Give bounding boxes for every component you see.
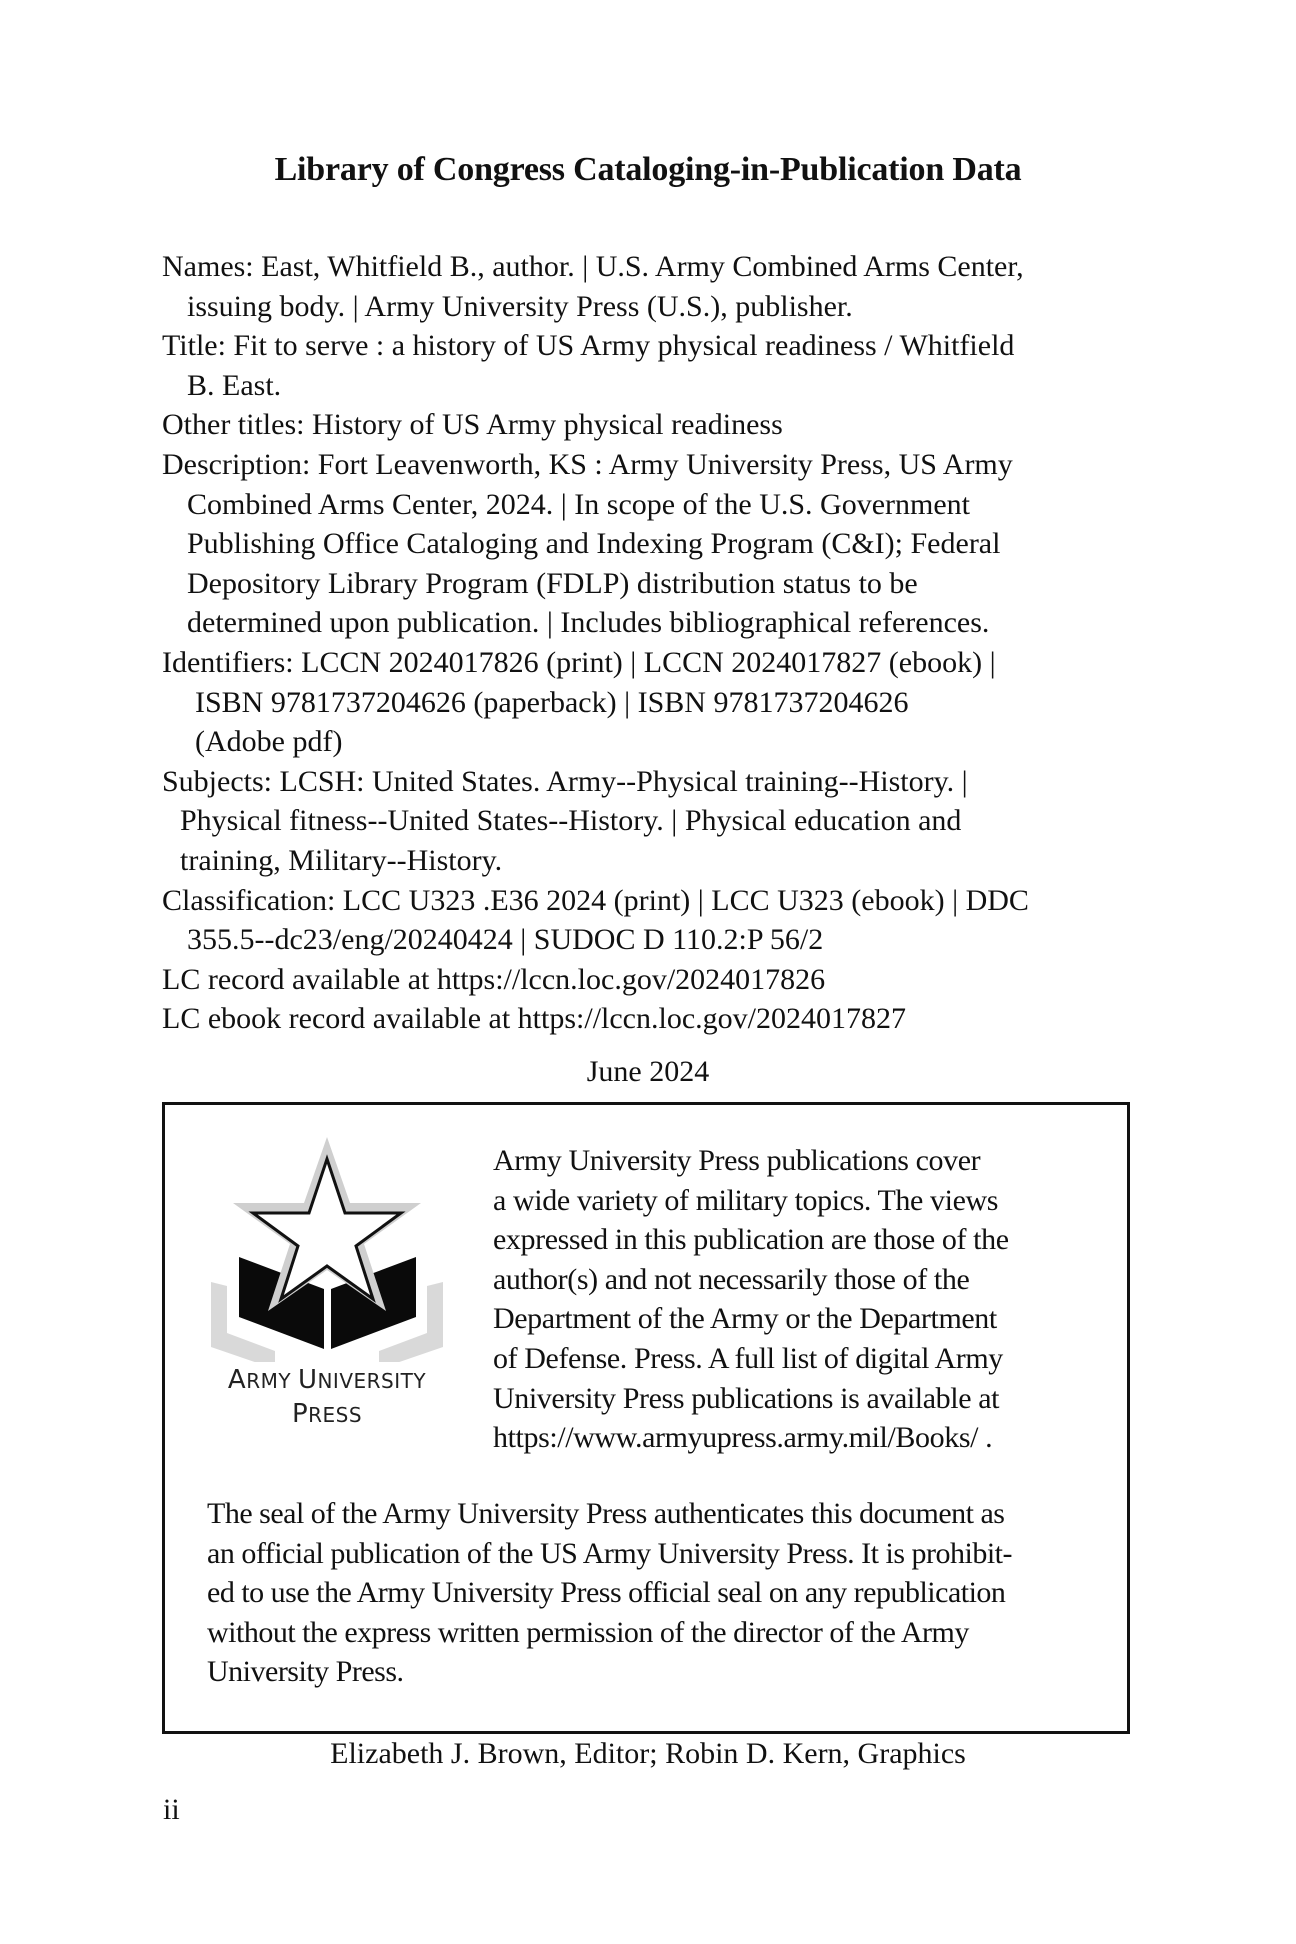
seal-statement: [207, 1494, 1107, 1692]
army-university-press-logo: [211, 1137, 443, 1437]
cip-line: ISBN 9781737204626 (paperback) | ISBN 9781737204626: [195, 685, 909, 719]
seal-line: The seal of the Army University Press authenticates this document as: [207, 1497, 1005, 1530]
editor-credits: Elizabeth J. Brown, Editor; Robin D. Kern, Graphics: [330, 1737, 966, 1770]
cip-line: Publishing Office Cataloging and Indexing Program (C&I); Federal: [187, 527, 1001, 561]
cip-line: Subjects: LCSH: United States. Army--Physical training--History. |: [162, 764, 968, 798]
cip-line: Depository Library Program (FDLP) distribution status to be: [187, 566, 918, 600]
cip-line: LC ebook record available at https://lccn.loc.gov/2024017827: [162, 1002, 906, 1036]
blurb-line: University Press publications is available at: [493, 1381, 1000, 1415]
logo-text-press: PRESS: [291, 1399, 363, 1429]
cip-line: issuing body. | Army University Press (U.S.), publisher.: [187, 289, 853, 323]
cip-line: 355.5--dc23/eng/20240424 | SUDOC D 110.2:P 56/2: [187, 923, 824, 957]
cip-line: Title: Fit to serve : a history of US Army physical readiness / Whitfield: [162, 329, 1015, 363]
page-number: ii: [163, 1793, 180, 1826]
cip-line: LC record available at https://lccn.loc.gov/2024017826: [162, 962, 826, 996]
cip-line: Identifiers: LCCN 2024017826 (print) | LCCN 2024017827 (ebook) |: [162, 645, 996, 679]
cip-line: Combined Arms Center, 2024. | In scope of the U.S. Government: [187, 487, 971, 521]
seal-line: without the express written permission of the director of the Army: [207, 1615, 969, 1649]
blurb-line: a wide variety of military topics. The views: [493, 1183, 999, 1217]
cip-line: B. East.: [187, 368, 282, 402]
seal-line: University Press.: [207, 1655, 404, 1689]
blurb-line: expressed in this publication are those of the: [493, 1223, 1009, 1257]
cip-line: Description: Fort Leavenworth, KS : Army University Press, US Army: [162, 447, 1013, 481]
press-blurb: [493, 1141, 1113, 1458]
blurb-line: Department of the Army or the Department: [493, 1302, 997, 1336]
cip-heading: Library of Congress Cataloging-in-Publication Data: [274, 151, 1022, 188]
blurb-line: https://www.armyupress.army.mil/Books/ .: [493, 1421, 993, 1455]
star-book-logo-icon: [211, 1137, 443, 1362]
seal-line: an official publication of the US Army University Press. It is prohibit-: [207, 1536, 1012, 1570]
blurb-line: of Defense. Press. A full list of digital Army: [493, 1341, 1003, 1375]
cip-data-block: [162, 247, 1152, 1039]
logo-text-army-university: ARMY UNIVERSITY: [227, 1365, 427, 1395]
cip-line: Names: East, Whitfield B., author. | U.S. Army Combined Arms Center,: [162, 250, 1024, 283]
cip-line: Classification: LCC U323 .E36 2024 (print) | LCC U323 (ebook) | DDC: [162, 883, 1029, 917]
cip-line: Other titles: History of US Army physical readiness: [162, 408, 783, 442]
blurb-line: author(s) and not necessarily those of the: [493, 1262, 970, 1296]
cip-line: training, Military--History.: [180, 843, 503, 877]
cip-line: Physical fitness--United States--History. | Physical education and: [180, 804, 962, 838]
publication-date: June 2024: [586, 1055, 710, 1088]
press-statement-box: [162, 1102, 1130, 1734]
seal-line: ed to use the Army University Press official seal on any republication: [207, 1576, 1006, 1610]
cip-line: determined upon publication. | Includes bibliographical references.: [187, 606, 990, 640]
cip-line: (Adobe pdf): [195, 725, 343, 759]
blurb-line: Army University Press publications cover: [493, 1144, 981, 1177]
